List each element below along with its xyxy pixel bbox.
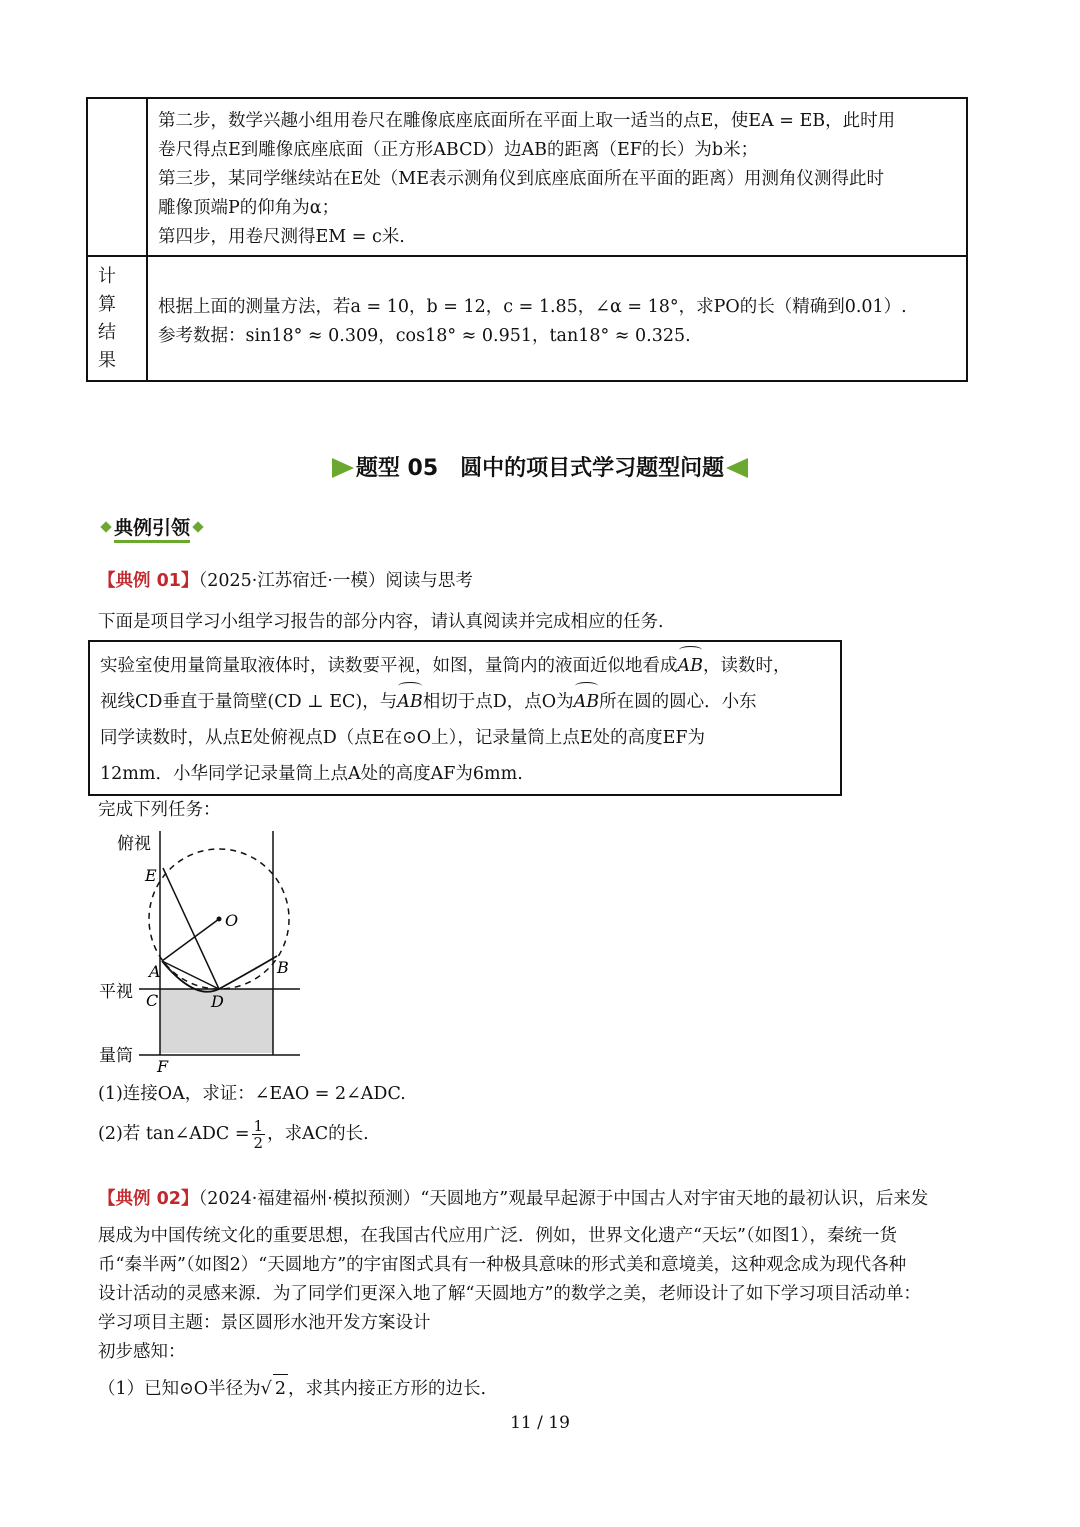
- example1-source: （2025·江苏宿迁·一模）阅读与思考: [198, 571, 473, 591]
- task-2: [98, 1118, 369, 1151]
- example2-line6: 初步感知：: [98, 1342, 186, 1362]
- step2-line2: 卷尺得点E到雕像底座底面（正方形ABCD）边AB的距离（EF的长）为b米；: [158, 140, 759, 160]
- q1-text: ，求其内接正方形的边长.: [287, 1379, 487, 1399]
- box-text: 所在圆的圆心．小东: [599, 692, 757, 712]
- point-f: F: [157, 1057, 169, 1076]
- box-text: 相切于点D，点O为: [422, 692, 574, 712]
- table-divider-vertical: [146, 99, 148, 380]
- table-row-result: [158, 293, 958, 351]
- example2-block: [98, 1178, 998, 1220]
- point-c: C: [146, 991, 159, 1010]
- line-ad: [162, 961, 219, 989]
- example2-line3: 币“秦半两”（如图2）“天圆地方”的宇宙图式具有一种极具意味的形式美和意境美，这种观念成为现代各种: [98, 1255, 907, 1275]
- arrow-left-icon: [726, 458, 748, 478]
- box-line1: [100, 648, 830, 684]
- section-title-text: 题型 05 圆中的项目式学习题型问题: [355, 456, 725, 481]
- box-line4: 12mm．小华同学记录量筒上点A处的高度AF为6mm.: [100, 764, 523, 784]
- task2-text: (2)若 tan∠ADC =: [98, 1124, 250, 1144]
- arc-ab: AB: [574, 684, 600, 720]
- example2-line2: 展成为中国传统文化的重要思想，在我国古代应用广泛．例如，世界文化遗产“天坛”（如图1），秦统一货: [98, 1226, 898, 1246]
- example1-intro: 下面是项目学习小组学习报告的部分内容，请认真阅读并完成相应的任务.: [98, 612, 664, 632]
- label-top-view: 俯视: [117, 834, 151, 854]
- diamond-icon: [100, 521, 111, 532]
- fraction-numerator: 1: [253, 1117, 264, 1135]
- cylinder-figure: [95, 826, 310, 1076]
- sqrt-radicand: 2: [273, 1374, 288, 1404]
- fraction-one-half: [252, 1118, 266, 1151]
- subheading-text: 典例引领: [114, 517, 190, 543]
- example2-line4: 设计活动的灵感来源．为了同学们更深入地了解“天圆地方”的数学之美，老师设计了如下学习项目活动单：: [98, 1284, 921, 1304]
- example1-heading: [98, 567, 473, 596]
- point-b: B: [277, 958, 289, 977]
- point-o: O: [225, 911, 239, 930]
- result-question: 根据上面的测量方法，若a = 10，b = 12，c = 1.85，∠α = 18°，求PO的长（精确到0.01）.: [158, 297, 907, 317]
- step3-line2: 雕像顶端P的仰角为α；: [158, 198, 340, 218]
- page-number: 11 / 19: [510, 1413, 570, 1433]
- table-row-steps: [158, 107, 958, 252]
- subheading: [98, 513, 206, 540]
- example2-q1: （1）已知⊙O半径为√ 2 ，求其内接正方形的边长.: [98, 1374, 486, 1404]
- box-text: 实验室使用量筒量取液体时，读数要平视，如图，量筒内的液面近似地看成: [100, 656, 678, 676]
- example1-label: 【典例 01】: [98, 571, 199, 591]
- step4-line: 第四步，用卷尺测得EM = c米.: [158, 227, 405, 247]
- box-text: ，读数时，: [703, 656, 791, 676]
- label-cylinder: 量筒: [99, 1046, 133, 1066]
- arc-ab: AB: [678, 648, 704, 684]
- example2-body: [98, 1222, 998, 1367]
- step3-line1: 第三步，某同学继续站在E处（ME表示测角仪到底座底面所在平面的距离）用测角仪测得此时: [158, 169, 884, 189]
- section-title: [0, 451, 1080, 482]
- label-level-view: 平视: [99, 982, 133, 1002]
- arc-ab: AB: [397, 684, 423, 720]
- example2-text: （2024·福建福州·模拟预测）“天圆地方”观最早起源于中国古人对宇宙天地的最初认识，后来发: [198, 1189, 929, 1209]
- example2-line5: 学习项目主题：景区圆形水池开发方案设计: [98, 1313, 431, 1333]
- point-d: D: [211, 992, 224, 1011]
- box-line3: 同学读数时，从点E处俯视点D（点E在⊙O上），记录量筒上点E处的高度EF为: [100, 728, 706, 748]
- box-line2: [100, 684, 830, 720]
- row-label-char: 结: [98, 322, 116, 343]
- q1-text: （1）已知⊙O半径为: [98, 1379, 261, 1399]
- row-label-char: 算: [98, 294, 116, 315]
- box-text: 视线CD垂直于量筒壁(CD ⊥ EC)，与: [100, 692, 398, 712]
- row-label-char: 计: [98, 266, 116, 287]
- example2-label: 【典例 02】: [98, 1189, 199, 1209]
- row-label-char: 果: [98, 350, 116, 371]
- point-a: A: [149, 962, 161, 981]
- measurement-table: [86, 97, 968, 382]
- example2-line1: [98, 1178, 998, 1220]
- table-row-label: [98, 263, 136, 375]
- line-ao: [162, 919, 219, 961]
- task-1: (1)连接OA，求证：∠EAO = 2∠ADC.: [98, 1084, 406, 1104]
- arrow-right-icon: [332, 458, 354, 478]
- tasks-intro: 完成下列任务：: [98, 800, 221, 820]
- task2-text: ，求AC的长.: [267, 1124, 369, 1144]
- reference-data: 参考数据：sin18° ≈ 0.309，cos18° ≈ 0.951，tan18° ≈ 0.325.: [158, 326, 691, 346]
- step2-line1: 第二步，数学兴趣小组用卷尺在雕像底座底面所在平面上取一适当的点E，使EA = EB，此时用: [158, 111, 896, 131]
- liquid-surface-arc: [162, 956, 277, 992]
- table-divider-horizontal: [88, 255, 966, 257]
- fraction-denominator: 2: [253, 1134, 264, 1152]
- point-e: E: [145, 866, 157, 885]
- reading-box: [88, 640, 842, 796]
- center-o: [217, 917, 222, 922]
- diamond-icon: [192, 521, 203, 532]
